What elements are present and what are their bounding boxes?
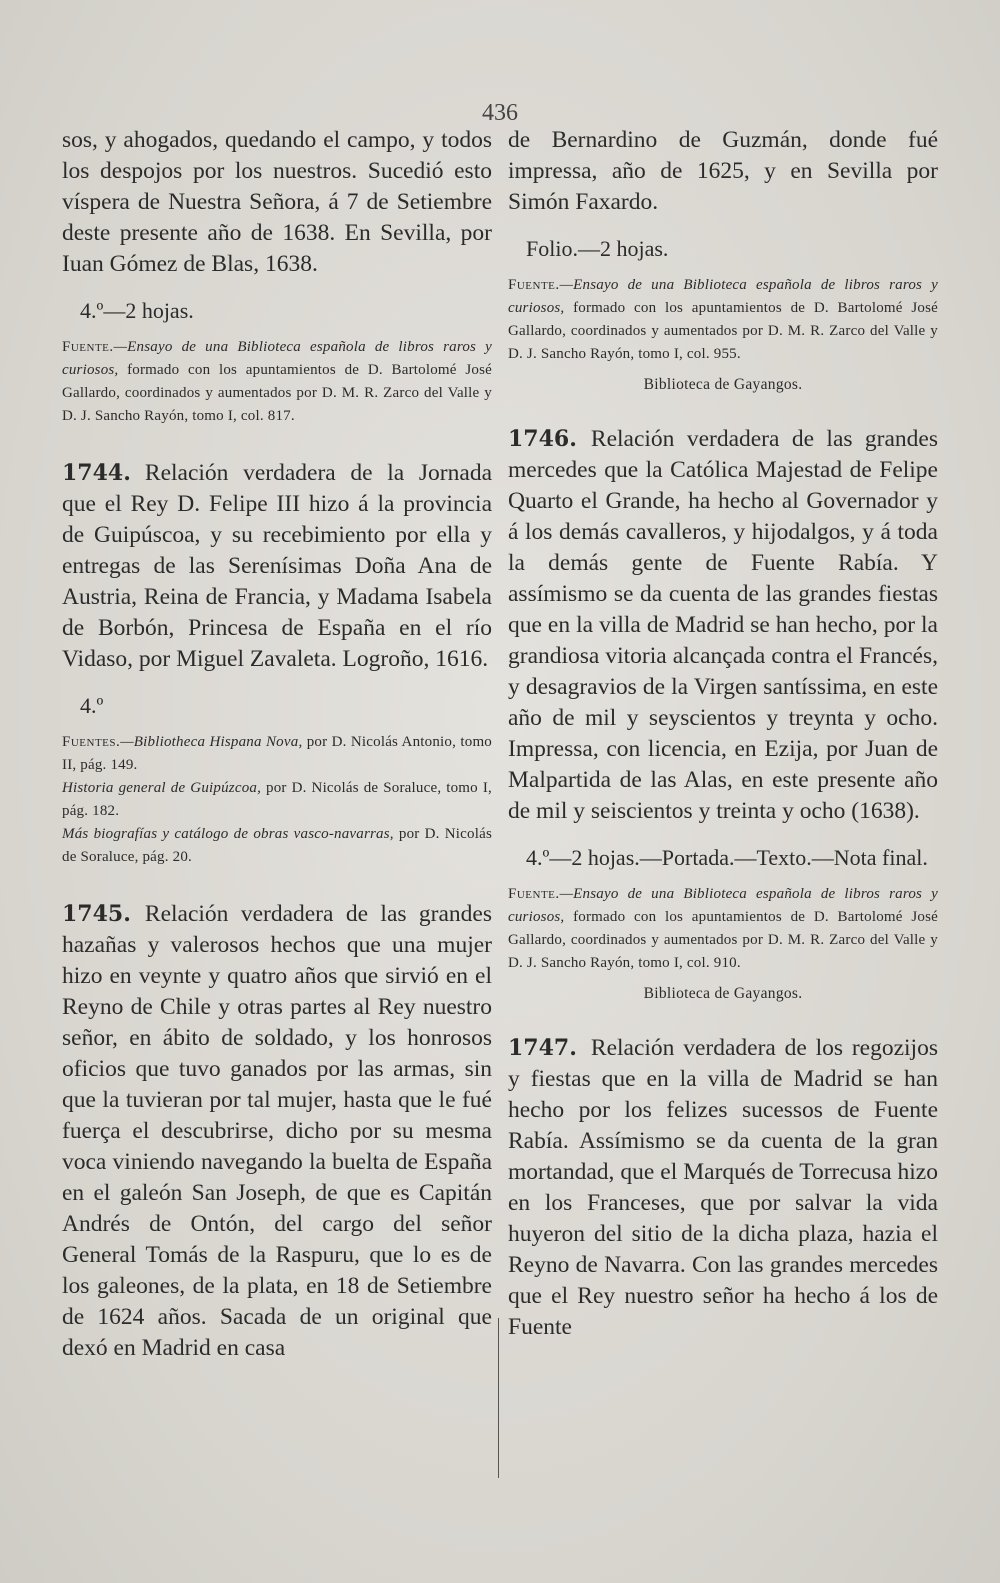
source-title: Historia general de Guipúzcoa,: [62, 780, 262, 796]
source-note: [62, 777, 492, 823]
entry-text: Relación verdadera de las grandes mercedes que la Católica Majestad de Felipe Quarto el Grande, ha hecho al Governador y á los demás cavalleros, y hijodalgos, y á toda la demás gente de Fuente Rabía. Y assímismo se da cuenta de las grandes fiestas que en la villa de Madrid se han hecho, por la grandiosa vitoria alcançada contra el Francés, y desagravios de la Virgen santíssima, en este año de mil y seyscientos y treynta y ocho. Impressa, con licencia, en Ezija, por Juan de Malpartida de las Alas, en este presente año de mil y seiscientos y treinta y ocho (1638).: [508, 426, 938, 824]
entry-1745: [62, 899, 492, 1364]
format-note: Folio.—2 hojas.: [526, 236, 669, 261]
entry-number: 1747.: [508, 1035, 577, 1061]
entry-1747: [508, 1033, 938, 1343]
source-title: —Bibliotheca Hispana Nova,: [120, 734, 303, 750]
continuation-text: de Bernardino de Guzmán, donde fué impressa, año de 1625, y en Sevilla por Simón Faxardo.: [508, 127, 938, 215]
source-note: [62, 823, 492, 869]
source-label: Fuente.: [62, 339, 114, 355]
source-detail: formado con los apuntamientos de D. Bartolomé José Gallardo, coordinados y aumentados por D. M. R. Zarco del Valle y D. J. Sancho Rayón, tomo I, col. 817.: [62, 362, 492, 424]
entry-text: Relación verdadera de la Jornada que el Rey D. Felipe III hizo á la provincia de Guipúscoa, y su recebimiento por ella y entregas de las Serenísimas Doña Ana de Austria, Reina de Francia, y Madama Isabela de Borbón, Princesa de España en el río Vidaso, por Miguel Zavaleta. Logroño, 1616.: [62, 460, 492, 672]
source-note: [62, 731, 492, 777]
format-note: 4.º—2 hojas.—Portada.—Texto.—Nota final.: [526, 845, 928, 870]
library-note: Biblioteca de Gayangos.: [643, 985, 803, 1002]
entry-text: Relación verdadera de las grandes hazañas y valerosos hechos que una mujer hizo en veynte y quatro años que sirvió en el Reyno de Chile y otras partes al Rey nuestro señor, en ábito de soldado, y los honrosos oficios que tuvo ganados por las armas, sin que la tuvieran por tal mujer, hasta que le fué fuerça el descubrirse, dicho por su mesma voca viniendo navegando la buelta de España en el galeón San Joseph, de que es Capitán Andrés de Ontón, del cargo del señor General Tomás de la Raspuru, que lo es de los galeones, de la plata, en 18 de Setiembre de 1624 años. Sacada de un original que dexó en Madrid en casa: [62, 901, 492, 1361]
entry-number: 1745.: [62, 901, 131, 927]
source-detail: por D. Nicolás de Soraluce, tomo I, pág. 182.: [62, 780, 492, 819]
source-note: [62, 336, 492, 428]
column-divider: [498, 1318, 499, 1478]
left-column: [62, 125, 492, 1364]
format-note: 4.º: [80, 693, 104, 718]
source-detail: por D. Nicolás de Soraluce, pág. 20.: [62, 826, 492, 865]
source-detail: formado con los apuntamientos de D. Bartolomé José Gallardo, coordinados y aumentados por D. M. R. Zarco del Valle y D. J. Sancho Rayón, tomo I, col. 955.: [508, 300, 938, 362]
continuation-text: sos, y ahogados, quedando el campo, y todos los despojos por los nuestros. Sucedió esto víspera de Nuestra Señora, á 7 de Setiembre deste presente año de 1638. En Sevilla, por Iuan Gómez de Blas, 1638.: [62, 127, 492, 277]
source-title: Más biografías y catálogo de obras vasco-navarras,: [62, 826, 394, 842]
entry-1746: [508, 424, 938, 827]
entry-number: 1746.: [508, 426, 577, 452]
source-title: —Ensayo de una Biblioteca española de libros raros y curiosos,: [62, 339, 492, 378]
entry-number: 1744.: [62, 460, 131, 486]
source-detail: formado con los apuntamientos de D. Bartolomé José Gallardo, coordinados y aumentados por D. M. R. Zarco del Valle y D. J. Sancho Rayón, tomo I, col. 910.: [508, 909, 938, 971]
source-title: —Ensayo de una Biblioteca española de libros raros y curiosos,: [508, 886, 938, 925]
library-note: Biblioteca de Gayangos.: [643, 376, 803, 393]
source-label: Fuentes.: [62, 734, 121, 750]
source-label: Fuente.: [508, 277, 560, 293]
right-column: [508, 125, 938, 1343]
entry-1744: [62, 458, 492, 675]
source-detail: por D. Nicolás Antonio, tomo II, pág. 149.: [62, 734, 493, 773]
source-label: Fuente.: [508, 886, 560, 902]
source-note: [508, 883, 938, 975]
format-note: 4.º—2 hojas.: [80, 298, 194, 323]
page-number: 436: [482, 100, 518, 126]
source-title: —Ensayo de una Biblioteca española de libros raros y curiosos,: [508, 277, 938, 316]
source-note: [508, 274, 938, 366]
entry-text: Relación verdadera de los regozijos y fiestas que en la villa de Madrid se han hecho por los felizes sucessos de Fuente Rabía. Assímismo se da cuenta de la gran mortandad, que el Marqués de Torrecusa hizo en los Franceses, que por salvar la vida huyeron del sitio de la dicha plaza, hazia el Reyno de Navarra. Con las grandes mercedes que el Rey nuestro señor ha hecho á los de Fuente: [508, 1035, 938, 1340]
